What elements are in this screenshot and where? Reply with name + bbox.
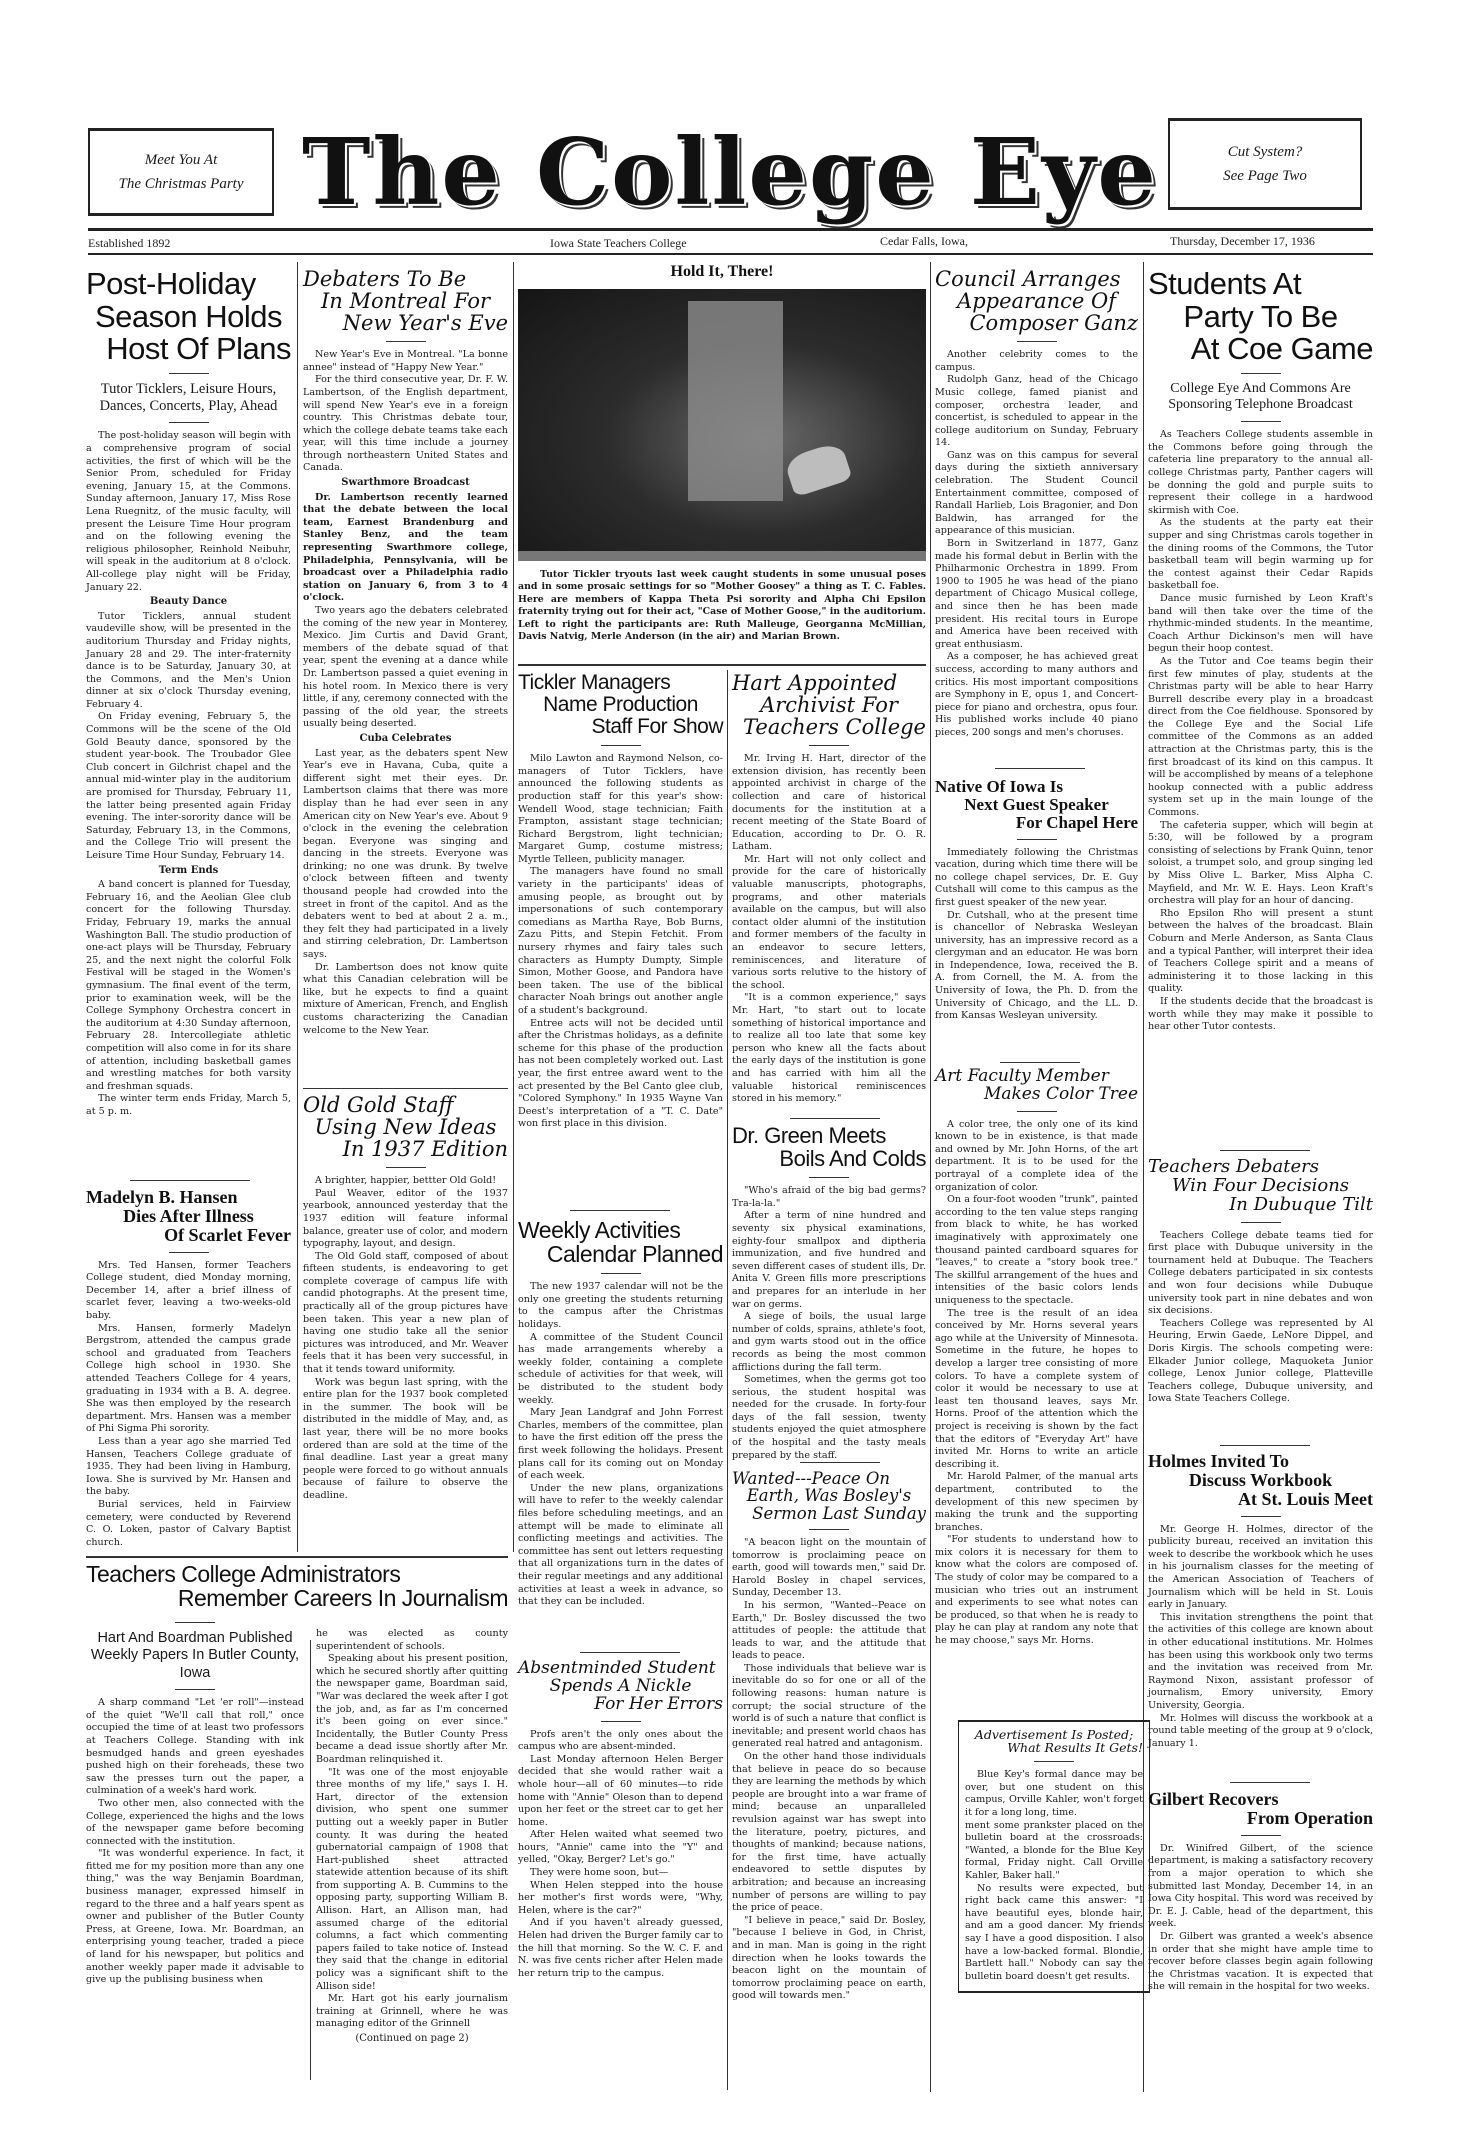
paragraph: Those individuals that believe war is inevitable do so for one or all of the following reasons: human nature is corrupt; the social structure of the world is of such a nature that conflict is inevitable; and present world chaos has generated real hatred and antagonism. — [732, 1662, 927, 1750]
paragraph: A sharp command "Let 'er roll"—instead of the quiet "We'll call that roll," once occupied the time of at least two professors at Teachers College. Standing with ink besmudged hands and green eyeshades pushed high on their foreheads, these two saw the presses turn out the paper, a culmination of a week's hard work. — [86, 1697, 304, 1797]
paragraph: Mr. Hart will not only collect and provide for the care of historically valuable manuscripts, photographs, programs, and other materials available on the campus, but will also contact older alumni of the institution and former members of the faculty in an endeavor to secure letters, reminiscences, and literature of various sorts relutive to the history of the school. — [732, 853, 926, 991]
article-journalism — [86, 1562, 508, 1610]
article-holmes-workbook — [1148, 1452, 1373, 1750]
paragraph: Mr. Hart got his early journalism training at Grinnell, where he was managing editor of the Grinnell — [316, 1993, 508, 2030]
divider — [1034, 1761, 1074, 1762]
article-divider — [570, 1210, 670, 1211]
paragraph: As Teachers College students assemble in the Commons before going through the cafeteria line preparatory to the annual all-college Christmas party, Panther cagers will be donning the gold and purple suits to represent their college in a hardwood skirmish with Coe. — [1148, 429, 1373, 516]
paragraph: Mr. George H. Holmes, director of the publicity bureau, received an invitation this week to describe the workbook which he uses in his journalism classes for the meeting of the American Association of Teachers of Journalism which will be held in St. Louis early in January. — [1148, 1523, 1373, 1611]
left-ear-line-1: Meet You At — [144, 152, 218, 168]
article-absentminded-student — [518, 1660, 723, 1980]
article-tickler-managers — [518, 672, 723, 1131]
paragraph: Two years ago the debaters celebrated the coming of the new year in Monterey, Mexico. Jim Curtis and David Grant, members of the debate squad of that year, spent the evening at a dance while Dr. Lambertson passed a quiet evening in his hotel room. In Mexico there is very little, if any, ceremony connected with the passing of the old year, the streets usually being deserted. — [303, 605, 508, 730]
paragraph: The new 1937 calendar will not be the only one greeting the students returning to the campus after the Christmas holidays. — [518, 1281, 723, 1331]
paragraph: "It was wonderful experience. In fact, it fitted me for my position more than any one thing," was the way Benjamin Boardman, business manager, expressed himself in regard to the three and a half years spent as owner and publisher of the Butler County Press, at Greene, Iowa. Mr. Boardman, an enterprising young teacher, traded a piece of land for his newspaper, but politics and another weekly paper made it advisable to give up the publising business when — [86, 1848, 304, 1986]
subhead: Cuba Celebrates — [359, 732, 452, 744]
divider — [175, 1622, 215, 1623]
paragraph: On the other hand those individuals that believe in peace do so because they are learning the methods by which people are brought into a war frame of mind; because an unparalleled revulsion against war has swept into the literature, poetry, pictures, and thoughts of mankind; because nations, for the first time, have actually endeavored to settle disputes by arbitration; and because an increasing number of persons are willing to pay the price of peace. — [732, 1751, 926, 1914]
paragraph: On Friday evening, February 5, the Commons will be the scene of the Old Gold Beauty dance, sponsored by the student year-book. The Troubador Glee Club concert in Gilchrist chapel and the annual mid-winter play in the auditorium are promised for Thursday, February 11, the latter being presented again Friday evening. The inter-sorority dance will be Saturday, February 13, in the Commons, and the College Trio will present the Leisure Time Hour Sunday, February 14. — [86, 711, 291, 862]
headline: Madelyn B. Hansen Dies After Illness Of Scarlet Fever — [86, 1187, 291, 1245]
headline: Art Faculty Member Makes Color Tree — [935, 1066, 1138, 1104]
paragraph: Dr. Winifred Gilbert, of the science department, is making a satisfactory recovery from a major operation to which she submitted last Monday, December 14, in an Iowa City hospital. This word was received by Dr. E. J. Cable, head of the department, this week. — [1148, 1842, 1373, 1930]
paragraph: Blue Key's formal dance may be over, but one student on this campus, Orville Kahler, won't forget it for a long long, time. — [965, 1769, 1143, 1819]
paragraph: Dr. Cutshall, who at the present time is chancellor of Nebraska Wesleyan university, has an impressive record as a clergyman and an educator. He was born in Independence, Iowa, received the B. A. from Cornell, the M. A. from the University of Iowa, the Ph. D. from the University of Chicago, and the LL. D. from Kansas Wesleyan university. — [935, 909, 1138, 1022]
masthead-rule-top — [88, 228, 1373, 231]
article-divider — [1000, 1062, 1080, 1063]
article-post-holiday — [86, 268, 291, 1118]
column-divider — [310, 1640, 311, 2080]
paragraph: Less than a year ago she married Ted Hansen, Teachers College graduate of 1935. They had been living in Hamburg, Iowa. She is survived by Mr. Hansen and the baby. — [86, 1435, 291, 1498]
headline: Teachers College Administrators Remember Careers In Journalism — [86, 1561, 508, 1612]
paragraph: After Helen waited what seemed two hours, "Annie" came into the "Y" and yelled, "Okay, Berger? Let's go." — [518, 1829, 723, 1866]
article-cutshall-speaker — [935, 778, 1138, 1023]
paragraph: After a term of nine hundred and seventy six physical examinations, eighty-four smallpox and diptheria immunization, and five hundred and seven different cases of student ills, Dr. Anita V. Green fills more prescriptions and prepares for an interlude in her war on germs. — [732, 1210, 926, 1310]
paragraph: A brighter, happier, bettter Old Gold! — [315, 1175, 497, 1187]
article-divider — [1230, 1782, 1310, 1783]
article-journalism-col-2 — [316, 1628, 508, 2048]
paragraph: A band concert is planned for Tuesday, February 16, and the Aeolian Glee club concert for the following Thursday. Friday, February 19, marks the annual Washington Ball. The studio production of one-act plays will be Thursday, February 25, and the next night the colorful Folk Festival will be staged in the Women's gymnasium. The final event of the term, prior to examination week, will be the College Symphony Orchestra concert in the auditorium at 4:30 Sunday afternoon, February 28. Intercollegiate athletic competition will also come in for its share of attention, including basketball games and wrestling matches for both varsity and freshman squads. — [86, 879, 291, 1092]
paragraph: Dr. Lambertson recently learned that the debate between the local team, Earnest Brandenburg and Stanley Benz, and the team representing Swarthmore college, Philadelphia, Pennsylvania, will be broadcast over a Philadelphia radio station on January 6, from 3 to 4 o'clock. — [303, 491, 508, 604]
paragraph: Mr. Irving H. Hart, director of the extension division, has recently been appointed archivist in charge of the collection and care of historical documents for the institution at a recent meeting of the State Board of Education, according to Dr. O. R. Latham. — [732, 753, 926, 853]
subhead: Swarthmore Broadcast — [341, 477, 470, 489]
paragraph: The winter term ends Friday, March 5, at 5 p. m. — [86, 1093, 291, 1117]
paragraph: A color tree, the only one of its kind known to be in existence, is that made and owned by Mr. John Horns, of the art department. It is to be used for the portrayal of a complete idea of the organization of color. — [935, 1118, 1138, 1193]
paragraph: Milo Lawton and Raymond Nelson, co-managers of Tutor Ticklers, have announced the following students as production staff for this year's show: Wendell Wood, stage technician; Faith Frampton, assistant stage technician; Richard Bergstrom, light technician; Margaret Gump, costume mistress; Myrtle Telleen, publicity manager. — [518, 753, 723, 865]
paragraph: On a four-foot wooden "trunk", painted according to the ten value steps ranging from black to white, he has worked imaginatively with approximately one thousand painted cardboard squares for "leaves," to create a "story book tree." The skillful arrangement of the hues and intensities of the basic colors lends uniqueness to the spectacle. — [935, 1194, 1138, 1306]
divider — [809, 745, 849, 746]
article-coe-game — [1148, 268, 1373, 1034]
headline: Advertisement Is Posted; What Results It Gets! — [974, 1727, 1143, 1756]
paragraph: "It was one of the most enjoyable three months of my life," says I. H. Hart, director of the extension division, who spent one summer putting out a weekly paper in Butler county. It was during the heated gubernatorial campaign of 1908 that Hart-published sheet attracted statewide attention because of its shift from supporting A. B. Cummins to the opposing party, supporting William B. Allison. Hart, an Allison man, had assumed charge of the editorial columns, a fact which commenting papers failed to take notice of. Instead they said that the change in editorial policy was a significant shift to the Allison side! — [316, 1766, 508, 1992]
divider — [601, 1273, 641, 1274]
left-ear-line-2: The Christmas Party — [118, 176, 244, 192]
headline: Tickler Managers Name Production Staff For Show — [518, 671, 723, 739]
paragraph: Mr. Harold Palmer, of the manual arts department, contributed to the development of this new specimen by making the trunk and the supporting branches. — [935, 1471, 1138, 1533]
paragraph: "I believe in peace," said Dr. Bosley, "because I believe in God, in Christ, and in man. Man is going in the right direction when he looks towards the beacon light on the mountain of tomorrow proclaiming peace on earth, good will towards men." — [732, 1914, 926, 2002]
paragraph: Teachers College debate teams tied for first place with Dubuque university in the tournament held at Dubuque. The Teachers College debaters participated in six contests and won four decisions while Dubuque university took part in nine debates and won six decisions. — [1148, 1229, 1373, 1317]
paragraph: Tutor Ticklers, annual student vaudeville show, will be presented in the auditorium Thursday and Friday nights, January 28 and 29. The inter-fraternity dance is to be Saturday, January 30, at the Commons, and the Men's Union dinner at six o'clock Thursday evening, February 4. — [86, 610, 291, 710]
article-divider — [995, 768, 1085, 769]
paragraph: If the students decide that the broadcast is worth while they may make it possible to hear other Tutor contests. — [1148, 995, 1373, 1033]
headline: Post-Holiday Season Holds Host Of Plans — [86, 266, 291, 367]
paragraph: Immediately following the Christmas vacation, during which time there will be no college chapel services, Dr. E. Guy Cutshall will come to this campus as the first guest speaker of the new year. — [935, 846, 1138, 908]
paragraph: Teachers College was represented by Al Heuring, Erwin Gaede, LeNore Dippel, and Doris Kirgis. The schools competing were: Elkader Junior college, Maquoketa Junior college, Lenox Junior college, Platteville Teachers college, Dubuque university, and Iowa State Teachers College. — [1148, 1317, 1373, 1405]
paragraph: Under the new plans, organizations will have to refer to the weekly calendar files before scheduling meetings, and an attempt will be made to eliminate all conflicting meetings and activities. The committee has sent out letters requesting that all organizations turn in the dates of their regular meetings and any additional activities at least a week in advance, so that they can be included. — [518, 1482, 723, 1608]
paragraph: A committee of the Student Council has made arrangements whereby a weekly folder, containing a complete schedule of activities for that week, will be distributed to the student body weekly. — [518, 1331, 723, 1406]
headline: Dr. Green Meets Boils And Colds — [732, 1123, 926, 1172]
paragraph: Dance music furnished by Leon Kraft's band will then take over the time of the rhythmic-minded students. In the meantime, Coach Arthur Dickinson's men will have begun their hoop contest. — [1148, 592, 1373, 655]
paragraph: The Old Gold staff, composed of about fifteen students, is endeavoring to get complete coverage of campus life with candid photographs. At the present time, practically all of the group pictures have been taken. This year a new plan of having one studio take all the senior pictures was introduced, and Mr. Weaver feels that it has been very successful, in that it tends toward uniformity. — [303, 1250, 508, 1376]
paragraph: Dr. Gilbert was granted a week's absence in order that she might have ample time to recover before classes begin again following the Christmas vacation. It is expected that she will remain in the hospital for two weeks. — [1148, 1930, 1373, 1993]
location-label: Cedar Falls, Iowa, — [880, 234, 968, 248]
photo-feature — [518, 262, 926, 644]
divider — [1241, 373, 1281, 374]
masthead-rule-bottom — [88, 253, 1373, 255]
article-divider — [1220, 1445, 1310, 1446]
paragraph: In his sermon, "Wanted--Peace on Earth," Dr. Bosley discussed the two attitudes of people: the attitude that leads to war, and the attitude that leads to peace. — [732, 1599, 926, 1662]
column-divider — [930, 262, 931, 2092]
headline: Holmes Invited To Discuss Workbook At St. Louis Meet — [1148, 1451, 1373, 1509]
right-ear-line-1: Cut System? — [1227, 144, 1303, 160]
headline: Students At Party To Be At Coe Game — [1148, 266, 1373, 367]
divider — [1241, 1222, 1281, 1223]
column-divider — [513, 262, 514, 1552]
paragraph: Work was begun last spring, with the entire plan for the 1937 book completed in the summer. The book will be distributed in the middle of May, and, as last year, there will be no more books ordered than are sold at the time of the final deadline. Last year a great many people were forced to go without annuals because of failure to observe the deadline. — [303, 1376, 508, 1501]
paragraph: For the third consecutive year, Dr. F. W. Lambertson, of the English department, will spend New Year's eve in a foreign country. This Christmas debate tour, which the college debate teams take each year, will this time include a journey through northeastern United States and Canada. — [303, 374, 508, 474]
paragraph: A siege of boils, the usual large number of colds, sprains, athlete's foot, and gym warts stood out in the office records as being the most common afflictions during the fall term. — [732, 1311, 926, 1373]
right-ear-line-2: See Page Two — [1223, 168, 1307, 184]
paragraph: Entree acts will not be decided until after the Christmas holidays, as a definite scheme for this phase of the production has not been completely worked out. Last year, the first entree award went to the act presented by the Bel Canto glee club, "Colored Symphony." In 1935 Wayne Van Deest's interpretation of a "T. C. Date" won first place in this division. — [518, 1017, 723, 1130]
divider — [169, 1252, 209, 1253]
headline: Wanted---Peace On Earth, Was Bosley's Sermon Last Sunday — [732, 1469, 926, 1523]
column-divider — [727, 670, 728, 2090]
article-divider — [1220, 1150, 1310, 1151]
headline: Gilbert Recovers From Operation — [1148, 1789, 1373, 1828]
paragraph: The tree is the result of an idea conceived by Mr. Horns several years ago while at the University of Minnesota. Sometime in the future, he hopes to develop a larger tree consisting of more colors. To have a complete system of color it would be necessary to use at least ten thousand leaves, says Mr. Horns. Proof of the attention which the project is receiving is shown by the fact that the editors of "Everyday Art" have invited Mr. Horns to write an article describing it. — [935, 1307, 1138, 1470]
headline: Absentminded Student Spends A Nickle For Her Errors — [518, 1658, 723, 1714]
stage-photo — [518, 289, 926, 561]
paragraph: "It is a common experience," says Mr. Hart, "to start out to locate something of historical importance and to realize all too late that some key person who knew all the facts about the early days of the institution is gone and has carried with him all the valuable historical reminiscences stored in his memory." — [732, 992, 926, 1105]
paragraph: Rudolph Ganz, head of the Chicago Music college, famed pianist and composer, orchestra leader, and concertist, is scheduled to appear in the college auditorium on Sunday, February 14. — [935, 374, 1138, 449]
paragraph: New Year's Eve in Montreal. "La bonne annee" instead of "Happy New Year." — [303, 349, 508, 373]
paragraph: The post-holiday season will begin with a comprehensive program of social activities, the first of which will be the Senior Prom, scheduled for Friday evening, January 15, at the Commons. Sunday afternoon, January 17, Miss Rose Lena Ruegnitz, of the music faculty, will present the Leisure Time Hour program and on the following evening the religious philosopher, Reinhold Neibuhr, will speak in the auditorium at 8 o'clock. All-college play night will be Friday, January 22. — [86, 430, 291, 593]
paragraph: Born in Switzerland in 1877, Ganz made his formal debut in Berlin with the Philharmonic Orchestra in 1899. From 1900 to 1905 he was head of the piano department of Chicago Musical college, and since then he has been made president. His recital tours in Europe and America have been received with great enthusiasm. — [935, 538, 1138, 650]
paragraph: When Helen stepped into the house her mother's first words were, "Why, Helen, where is the car?" — [518, 1879, 723, 1916]
divider — [601, 745, 641, 746]
divider — [601, 1721, 641, 1722]
paragraph: As the Tutor and Coe teams begin their first few minutes of play, students at the Christmas party will be able to hear Harry Burrell describe every play in a broadcast direct from the Coe fieldhouse. Sponsored by the College Eye and the Social Life committee of the Commons as an added attraction at the Christmas party, this is the first broadcast of its kind on this campus. It will be accomplished by means of a telephone hookup connected with a public address system set up in the main lounge of the Commons. — [1148, 655, 1373, 819]
divider — [175, 1689, 215, 1690]
article-dubuque-debaters — [1148, 1158, 1373, 1406]
headline: Native Of Iowa Is Next Guest Speaker For Chapel Here — [935, 777, 1138, 832]
divider — [169, 373, 209, 374]
article-debaters-montreal — [303, 268, 508, 1037]
paragraph: This invitation strengthens the point that the activities of this college are known about in other educational institutions. Mr. Holmes has been using this workbook only two terms and the invitation was received from Mr. Raymond Nixon, assistant professor of journalism, Emory university, Emory University, Georgia. — [1148, 1611, 1373, 1711]
institution-label: Iowa State Teachers College — [550, 236, 687, 250]
paragraph: "For students to understand how to mix colors it is necessary for them to know what the colors are composed of. The study of color may be compared to a musician who tries out an instrument and experiments to see what notes can be produced, so that when he is ready to play he can play at random any note that he may choose," says Mr. Horns. — [935, 1534, 1138, 1647]
article-gilbert-recovers — [1148, 1790, 1373, 1994]
paragraph: Last year, as the debaters spent New Year's eve in Havana, Cuba, quite a different sight met their eyes. Dr. Lambertson claims that there was more display than he had ever seen in any American city on New Year's eve. About 9 o'clock in the evening the celebration began. Everyone was singing and dancing in the streets. Everyone was drinking; no one was drunk. By twelve o'clock between fifteen and twenty thousand people had crowded into the street in front of the capitol. And as the debaters went to bed at about 2 a. m., they felt they had participated in a lively and stirring celebration, Dr. Lambertson says. — [303, 747, 508, 961]
divider — [1017, 341, 1057, 342]
subhead: Beauty Dance — [149, 596, 228, 608]
article-divider — [800, 1462, 880, 1463]
article-divider — [790, 1118, 880, 1119]
paragraph: Mr. Holmes will discuss the workbook at a round table meeting of the group at 9 o'clock, January 1. — [1148, 1712, 1373, 1749]
subhead: Term Ends — [158, 864, 219, 876]
article-divider — [303, 1088, 508, 1089]
article-divider — [518, 664, 926, 666]
paragraph: The managers have found no small variety in the participants' ideas of amusing people, as brought out by impersonations of such contemporary comedians as Martha Raye, Bob Burns, Zazu Pitts, and Stepin Fetchit. From nursery rhymes and fairy tales such characters as Humpty Dumpty, Simple Simon, Mother Goose, and Pandora have been taken. The use of the biblical character Noah brings out another angle of a student's background. — [518, 866, 723, 1017]
divider — [1241, 421, 1281, 422]
paragraph: Ganz was on this campus for several days during the sixtieth anniversary celebration. The Student Council Entertainment committee, composed of Randall Harlieb, Lois Bragonier, and Don Baldwin, has arranged for the appearance of this musician. — [935, 449, 1138, 537]
photo-caption: Tutor Tickler tryouts last week caught students in some unusual poses and in some prosaic settings for so "Mother Goosey" a thing as T. C. Fables. Here are members of Kappa Theta Psi sorority and Alpha Chi Epsilon fraternity trying out for their act, "Case of Mother Goose," in the auditorium. Left to right the participants are: Ruth Malleuge, Georganna McMillian, Davis Natvig, Merle Anderson (in the air) and Marian Brown. — [518, 568, 926, 643]
paragraph: They were home soon, but— — [530, 1867, 669, 1879]
paragraph: As the students at the party eat their supper and sing Christmas carols together in the dining rooms of the Commons, the Tutor basketball team will begin warming up for the contest against their Cedar Rapids basketball foe. — [1148, 517, 1373, 592]
article-advertisement-box — [958, 1720, 1150, 1993]
article-divider — [580, 1652, 680, 1653]
article-divider — [86, 1556, 508, 1558]
deck: College Eye And Commons Are Sponsoring Telephone Broadcast — [1168, 380, 1353, 413]
paragraph: Burial services, held in Fairview cemetery, were conducted by Reverend C. O. Loken, pastor of Calvary Baptist church. — [86, 1498, 291, 1548]
article-dr-green — [732, 1124, 926, 1462]
article-weekly-calendar — [518, 1218, 723, 1609]
issue-date: Thursday, December 17, 1936 — [1170, 234, 1315, 248]
paragraph: ment some prankster placed on the bulletin board at the crossroads: "Wanted, a blonde for the Blue Key formal, Friday night. Call Orville Kahler, Baker hall." — [965, 1819, 1143, 1881]
divider — [1017, 839, 1057, 840]
divider — [809, 1529, 849, 1530]
paragraph: And if you haven't already guessed, Helen had driven the Burger family car to the hill that morning. So the W. C. F. and N. was five cents richer after Helen made her return trip to the campus. — [518, 1917, 723, 1979]
headline: Teachers Debaters Win Four Decisions In Dubuque Tilt — [1148, 1156, 1373, 1215]
article-color-tree — [935, 1068, 1138, 1648]
paragraph: Rho Epsilon Rho will present a stunt between the halves of the broadcast. Blain Coburn and Merle Anderson, as Santa Claus and a typical Panther, will interpret their idea of Teachers College spirit and a means of administering it to those lacking in this quality. — [1148, 907, 1373, 995]
paragraph: "Who's afraid of the big bad germs? Tra-la-la." — [732, 1185, 926, 1209]
article-old-gold — [303, 1094, 508, 1503]
headline: Old Gold Staff Using New Ideas In 1937 Edition — [303, 1093, 508, 1162]
paragraph: Another celebrity comes to the campus. — [935, 349, 1138, 373]
divider — [1241, 1835, 1281, 1836]
left-ear-box — [88, 128, 274, 216]
headline: Hart Appointed Archivist For Teachers College — [732, 671, 926, 740]
divider — [386, 1167, 426, 1168]
paragraph: he was elected as county superintendent of schools. — [316, 1628, 508, 1652]
paragraph: Profs aren't the only ones about the campus who are absent-minded. — [518, 1728, 723, 1753]
established-label: Established 1892 — [88, 236, 171, 250]
article-journalism-col-1 — [86, 1622, 304, 1987]
column-divider — [297, 262, 298, 1552]
article-divider — [130, 1180, 250, 1181]
article-hansen — [86, 1188, 291, 1549]
divider — [1241, 1516, 1281, 1517]
article-hart-archivist — [732, 672, 926, 1106]
divider — [809, 1177, 849, 1178]
divider — [386, 341, 426, 342]
deck: Tutor Ticklers, Leisure Hours, Dances, Concerts, Play, Ahead — [99, 380, 278, 415]
masthead-title: The College Eye — [302, 118, 1158, 226]
paragraph: "A beacon light on the mountain of tomorrow is proclaiming peace on earth, good will towards men," said Dr. Harold Bosley in chapel services, Sunday, December 13. — [732, 1536, 926, 1599]
paragraph: Dr. Lambertson does not know quite what this Canadian celebration will be like, but he expects to find a quaint mixture of American, French, and English customs characterizing the Canadian welcome to the New Year. — [303, 961, 508, 1036]
paragraph: Two other men, also connected with the College, experienced the highs and the lows of the newspaper game before becoming connected with the institution. — [86, 1797, 304, 1847]
right-ear-box — [1168, 118, 1362, 210]
headline: Weekly Activities Calendar Planned — [518, 1217, 723, 1268]
paragraph: Mrs. Hansen, formerly Madelyn Bergstrom, attended the campus grade school and graduated from Teachers College high school in 1930. She attended Teachers College for 4 years, graduating in 1934 with a B. A. degree. She was then employed by the research department. Mrs. Hansen was a member of Phi Sigma Phi sorority. — [86, 1322, 291, 1435]
paragraph: No results were expected, but right back came this answer: "I have beautiful eyes, blonde hair, and am a good dancer. My friends say I have a good disposition. I also have a low-backed formal. Blondie, Bartlett hall." Nobody can say the bulletin board doesn't get results. — [965, 1882, 1143, 1982]
paragraph: The cafeteria supper, which will begin at 5:30, will be followed by a program consisting of selections by Frank Quinn, tenor soloist, a trumpet solo, and group singing led by Miss Olive L. Barker, Miss Alpha C. Mayfield, and Mr. W. E. Hays. Leon Kraft's orchestra will play for an hour of dancing. — [1148, 819, 1373, 907]
deck: Hart And Boardman Published Weekly Papers In Butler County, Iowa — [90, 1630, 300, 1681]
article-bosley-sermon — [732, 1470, 926, 2003]
headline: Debaters To Be In Montreal For New Year's Eve — [303, 267, 508, 336]
divider — [169, 422, 209, 423]
headline: Council Arranges Appearance Of Composer Ganz — [935, 267, 1138, 336]
paragraph: Mrs. Ted Hansen, former Teachers College student, died Monday morning, December 14, after a brief illness of scarlet fever, leaving a two-weeks-old baby. — [86, 1259, 291, 1322]
photo-title: Hold It, There! — [670, 263, 774, 280]
paragraph: Speaking about his present position, which he secured shortly after quitting the newspaper game, Boardman said, "War was declared the week after I got the job, and, as far as I'm concerned it's been going on ever since." Incidentally, the Butler County Press became a dead issue shortly after Mr. Boardman relinquished it. — [316, 1653, 508, 1765]
paragraph: Last Monday afternoon Helen Berger decided that she would rather wait a whole hour—all of 60 minutes—to ride home with "Annie" Oleson than to depend upon her feet or the street car to get her home. — [518, 1753, 723, 1828]
article-composer-ganz — [935, 268, 1138, 740]
continued-note[interactable]: (Continued on page 2) — [355, 2033, 469, 2044]
paragraph: Mary Jean Landgraf and John Forrest Charles, members of the committee, plan to have the first edition off the press the first week following the holidays. Present plans call for its coming out on Monday of each week. — [518, 1407, 723, 1482]
paragraph: As a composer, he has achieved great success, according to many authors and critics. His most important compositions are Symphony in E, opus 1, and Concert-piece for piano and orchestra, opus four. His published works include 40 piano pieces, 200 songs and men's choruses. — [935, 651, 1138, 738]
paragraph: Paul Weaver, editor of the 1937 yearbook, announced yesterday that the 1937 edition will feature informal balance, greater use of color, and modern typography, layout, and design. — [303, 1187, 508, 1250]
divider — [1017, 1111, 1057, 1112]
paragraph: Sometimes, when the germs got too serious, the student hospital was needed for the crusade. In forty-four days of the fall session, twenty students enjoyed the quiet atmosphere of the hospital and the tasty meals prepared by the staff. — [732, 1374, 926, 1461]
